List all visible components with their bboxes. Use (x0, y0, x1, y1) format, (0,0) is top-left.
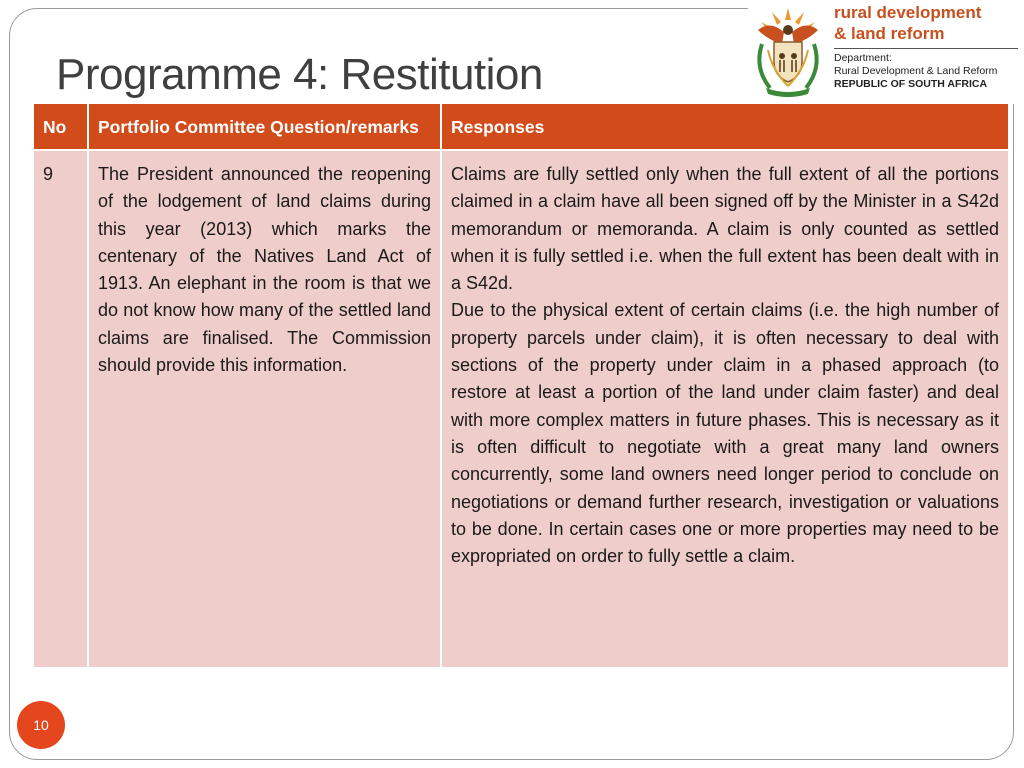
brand-line-2: & land reform (834, 24, 945, 43)
response-cell (441, 150, 1009, 668)
response-paragraph-1: Claims are fully settled only when the full extent of all the portions claimed in a claim have all been signed off by the Minister in a S42d memorandum or memoranda. A claim is only counted as settled when it is fully settled i.e. when the full extent has been dealt with in a S42d. (451, 164, 999, 294)
qa-table (32, 102, 1010, 669)
coat-of-arms-icon (748, 0, 828, 100)
row-number: 9 (33, 150, 88, 668)
dept-line-3: REPUBLIC OF SOUTH AFRICA (834, 78, 988, 90)
slide-title: Programme 4: Restitution (56, 50, 543, 99)
table-header-row (33, 103, 1009, 150)
logo-divider (834, 48, 1018, 49)
brand-line-1: rural development (834, 3, 982, 22)
table-row (33, 150, 1009, 668)
logo-text (834, 2, 1024, 91)
header-question (88, 103, 441, 150)
dept-line-1: Department: (834, 52, 892, 64)
page-number-badge: 10 (17, 701, 65, 749)
header-question-label: Portfolio Committee Question/remarks (98, 117, 419, 137)
header-no: No (33, 103, 88, 150)
question-cell: The President announced the reopening of the lodgement of land claims during this year (2013) which marks the centenary of the Natives Land Act of 1913. An elephant in the room is that we do not know how many of the settled land claims are finalised. The Commission should provide this information. (88, 150, 441, 668)
response-paragraph-2: Due to the physical extent of certain claims (i.e. the high number of property parcels under claim), it is often necessary to deal with sections of the property under claim in a phased approach (to restore at least a portion of the land under claim faster) and deal with more complex matters in future phases. This is necessary as it is often difficult to negotiate with a great many land owners concurrently, some land owners need longer period to conclude on negotiations or demand further research, investigation or valuations to be done. In certain cases one or more properties may need to be expropriated on order to fully settle a claim. (451, 300, 999, 567)
header-responses: Responses (441, 103, 1009, 150)
dept-line-2: Rural Development & Land Reform (834, 65, 998, 77)
department-logo (748, 0, 1024, 104)
